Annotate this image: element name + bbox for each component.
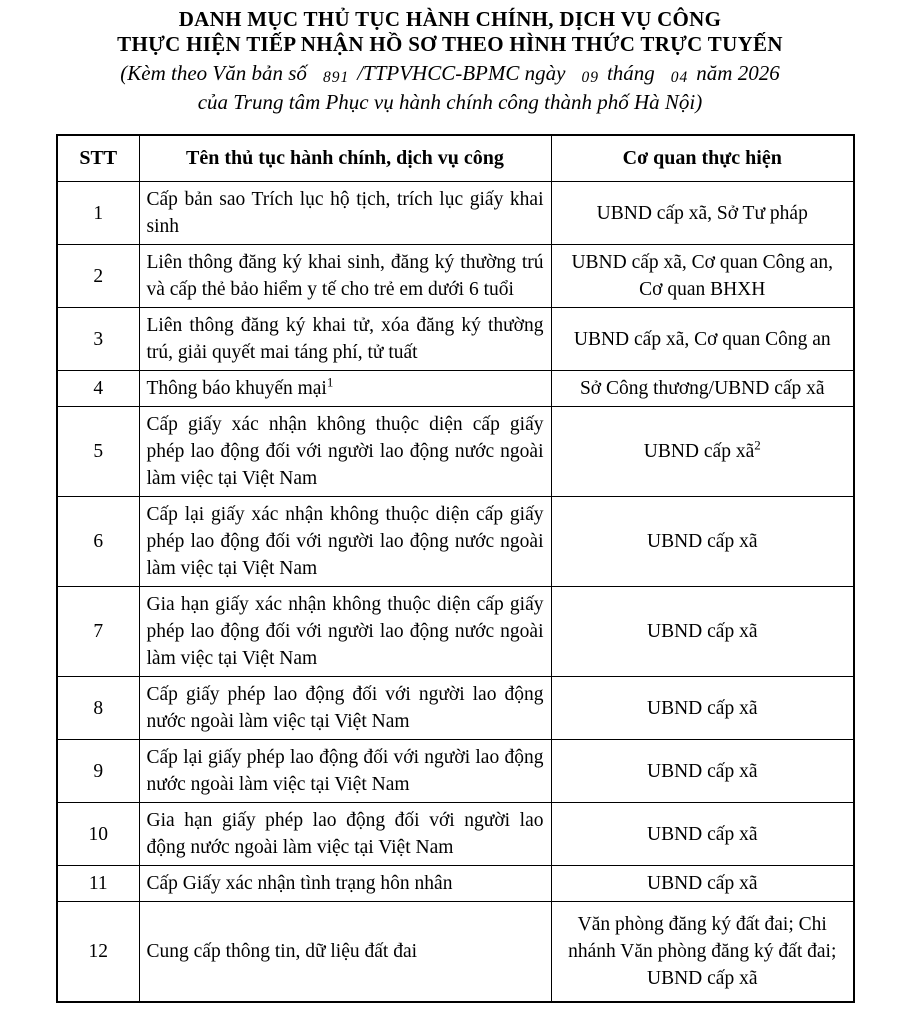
procedure-name-cell: Gia hạn giấy xác nhận không thuộc diện cấp giấy phép lao động đối với người lao động nước ngoài làm việc tại Việt Nam xyxy=(139,587,551,677)
agency-cell: Văn phòng đăng ký đất đai; Chi nhánh Văn phòng đăng ký đất đai; UBND cấp xã xyxy=(551,902,854,1003)
column-header-stt: STT xyxy=(57,135,139,182)
document-title-line2: THỰC HIỆN TIẾP NHẬN HỒ SƠ THEO HÌNH THỨC TRỰC TUYẾN xyxy=(117,32,783,56)
row-number-cell: 6 xyxy=(57,497,139,587)
agency-cell: UBND cấp xã, Cơ quan Công an, Cơ quan BHXH xyxy=(551,245,854,308)
procedures-table xyxy=(56,134,855,1003)
procedure-name-cell: Cấp giấy phép lao động đối với người lao động nước ngoài làm việc tại Việt Nam xyxy=(139,677,551,740)
document-title-line1: DANH MỤC THỦ TỤC HÀNH CHÍNH, DỊCH VỤ CÔNG xyxy=(178,7,722,31)
column-header-agency: Cơ quan thực hiện xyxy=(551,135,854,182)
procedure-name-cell: Thông báo khuyến mại$^1$ xyxy=(139,371,551,407)
procedure-name-cell: Cấp bản sao Trích lục hộ tịch, trích lục giấy khai sinh xyxy=(139,182,551,245)
procedure-name-cell: Liên thông đăng ký khai sinh, đăng ký thường trú và cấp thẻ bảo hiểm y tế cho trẻ em dưới 6 tuổi xyxy=(139,245,551,308)
procedure-name-cell: Cấp lại giấy phép lao động đối với người lao động nước ngoài làm việc tại Việt Nam xyxy=(139,740,551,803)
column-header-procedure-name: Tên thủ tục hành chính, dịch vụ công xyxy=(139,135,551,182)
row-number-cell: 12 xyxy=(57,902,139,1003)
agency-cell: Sở Công thương/UBND cấp xã xyxy=(551,371,854,407)
agency-cell: UBND cấp xã xyxy=(551,866,854,902)
procedure-name-cell: Cung cấp thông tin, dữ liệu đất đai xyxy=(139,902,551,1003)
agency-cell: UBND cấp xã xyxy=(551,803,854,866)
table-row xyxy=(57,371,854,407)
document-month: 04 xyxy=(670,69,689,86)
table-header-row xyxy=(57,135,854,182)
document-day: 09 xyxy=(581,69,599,86)
agency-cell: UBND cấp xã xyxy=(551,677,854,740)
subtitle-prefix: (Kèm theo Văn bản số xyxy=(120,61,307,85)
procedure-name-cell: Gia hạn giấy phép lao động đối với người lao động nước ngoài làm việc tại Việt Nam xyxy=(139,803,551,866)
document-number: 891 xyxy=(322,69,350,86)
document-subtitle-line2: của Trung tâm Phục vụ hành chính công thành phố Hà Nội) xyxy=(197,90,703,114)
procedure-name-cell: Liên thông đăng ký khai tử, xóa đăng ký thường trú, giải quyết mai táng phí, tử tuất xyxy=(139,308,551,371)
row-number-cell: 3 xyxy=(57,308,139,371)
table-row xyxy=(57,587,854,677)
agency-cell: UBND cấp xã xyxy=(551,587,854,677)
subtitle-suffix: năm 2026 xyxy=(696,61,780,85)
row-number-cell: 7 xyxy=(57,587,139,677)
table-row xyxy=(57,677,854,740)
table-row xyxy=(57,497,854,587)
procedure-name-cell: Cấp lại giấy xác nhận không thuộc diện cấp giấy phép lao động đối với người lao động nước ngoài làm việc tại Việt Nam xyxy=(139,497,551,587)
row-number-cell: 5 xyxy=(57,407,139,497)
table-row xyxy=(57,740,854,803)
row-number-cell: 8 xyxy=(57,677,139,740)
row-number-cell: 9 xyxy=(57,740,139,803)
procedure-name-cell: Cấp giấy xác nhận không thuộc diện cấp giấy phép lao động đối với người lao động nước ngoài làm việc tại Việt Nam xyxy=(139,407,551,497)
table-header xyxy=(57,135,854,182)
row-number-cell: 11 xyxy=(57,866,139,902)
table-row xyxy=(57,902,854,1003)
row-number-cell: 4 xyxy=(57,371,139,407)
footnote-ref: 1 xyxy=(326,374,334,390)
row-number-cell: 1 xyxy=(57,182,139,245)
agency-cell: UBND cấp xã, Cơ quan Công an xyxy=(551,308,854,371)
row-number-cell: 10 xyxy=(57,803,139,866)
agency-cell: UBND cấp xã$^2$ xyxy=(551,407,854,497)
table-row xyxy=(57,866,854,902)
document-subtitle-line1 xyxy=(0,60,900,89)
subtitle-mid1: /TTPVHCC-BPMC ngày xyxy=(357,61,566,85)
agency-cell: UBND cấp xã, Sở Tư pháp xyxy=(551,182,854,245)
table-row xyxy=(57,407,854,497)
row-number-cell: 2 xyxy=(57,245,139,308)
procedures-table-body xyxy=(57,182,854,1003)
footnote-ref: 2 xyxy=(754,437,761,453)
table-row xyxy=(57,182,854,245)
subtitle-mid2: tháng xyxy=(606,61,655,85)
agency-cell: UBND cấp xã xyxy=(551,740,854,803)
agency-cell: UBND cấp xã xyxy=(551,497,854,587)
table-row xyxy=(57,308,854,371)
table-row xyxy=(57,803,854,866)
procedure-name-cell: Cấp Giấy xác nhận tình trạng hôn nhân xyxy=(139,866,551,902)
table-row xyxy=(57,245,854,308)
